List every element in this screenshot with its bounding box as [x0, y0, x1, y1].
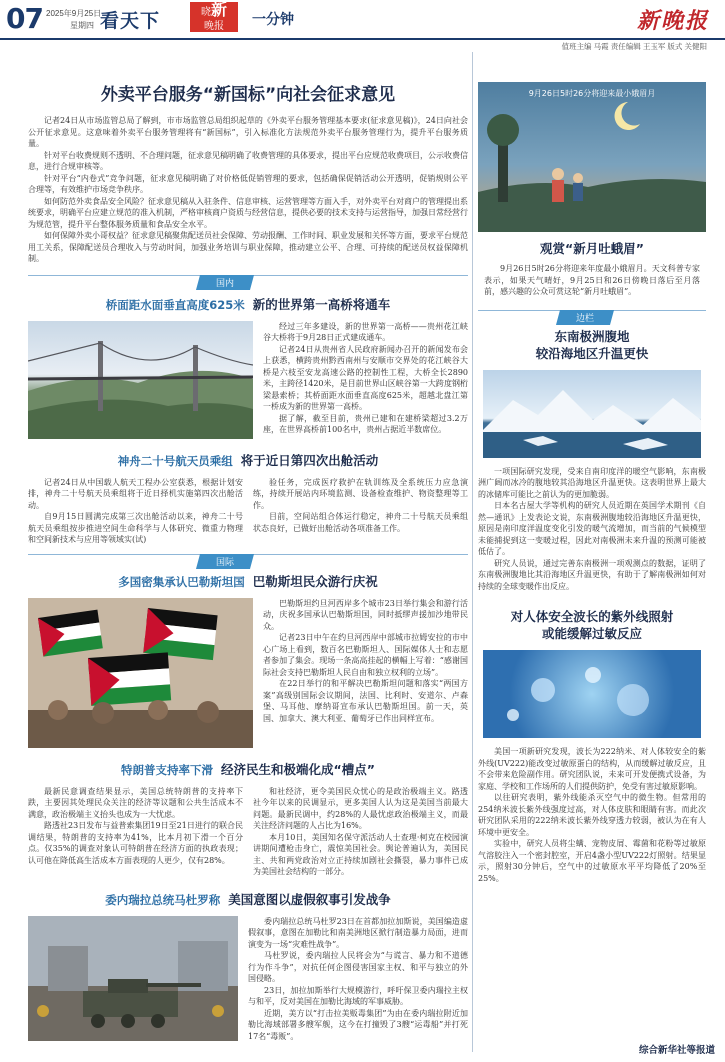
- palestine-article-body: 巴勒斯坦约旦河西岸多个城市23日举行集会和游行活动，庆祝多国承认巴勒斯坦国，同时抵缪声援加沙地带民众。 记者23日中午在约旦河西岸中部城市拉姆安拉的市中心广场上看到，数百名巴勒斯坦人、国际媒体人士和志愿者参加了集会。现场一条高高挂起的横幅上写着：“感谢国际社会支持巴勒斯坦人民自由和独立权利的立场”。 在22日举行的和平解决巴勒斯坦问题和落实“两国方案”高级别国际会议期间，法国、比利时、安道尔、卢森堡、马耳他、摩纳哥宣布承认巴勒斯坦国。前一天，英国、加拿大、澳大利亚、葡萄牙已作出同样宣布。: [263, 598, 468, 723]
- venezuela-article-body: 委内瑞拉总统马杜罗23日在首都加拉加斯说，美国编造虚假叙事，意图在加勒比和南美洲地区掀行制造暴力局面，进而演变为一场“灾难性战争”。 马杜罗说，委内瑞拉人民将会为“与谎言、暴力和不道德行为作斗争”，对抗任何企图侵害国家主权、和平与独立的外国侵略。 23日，加拉加斯举行大规模游行，呼吁保卫委内瑞拉主权与和平，反对美国在加勒比海域的军事威胁。 近期，美方以“打击拉美贩毒集团”为由在委内瑞拉附近加勒比海域部署多艘军舰，这今在打撞毁了3艘“运毒船”并打死17名“毒贩”。: [248, 916, 468, 1041]
- antarctic-headline: 东南极洲腹地 较沿海地区升温更快: [535, 328, 649, 361]
- uv-headline: 对人体安全波长的紫外线照射 或能缓解过敏反应: [510, 609, 674, 641]
- shenzhou-headline: 神舟二十号航天员乘组 将于近日第四次出舱活动: [117, 452, 379, 468]
- moon-article-body: 9月26日5时26分将迎来年度最小娥眉月。天文科普专家表示，如果天气晴好，9月25日和26日傍晚日落后至月落前，感兴趣的公众可赏这轮“新月吐蛾眉”。: [484, 264, 700, 296]
- section-tag-domestic: 国内: [196, 275, 254, 290]
- source-credit: 综合新华社等报道: [638, 1045, 715, 1056]
- seal-logo: 晓新 晚报: [190, 2, 238, 32]
- side-column: [478, 52, 706, 884]
- trump-body-right: 和社经济，更令美国民众忧心的是政治极端主义。路透社今年以来的民调显示，更多美国人认为这是美国当前最大问题。最新民调中，约28%的人最忧虑政治极端主义，而最关注经济问题的人占比为16%。 本月10日，美国知名保守派活动人士查理·柯克在校园演讲期间遭枪击身亡，震惊美国社会。舆论普遍认为，美国民主、共和两党政治对立正持续加剧社会撕裂，暴力事件已成为美国社会结构的一部分。: [253, 786, 468, 876]
- section-tag-international: 国际: [196, 554, 254, 569]
- editor-credits: 值班主编 马霞 责任编辑 王玉军 版式 关健阳: [561, 42, 707, 51]
- bridge-photo: [28, 321, 253, 439]
- masthead: [0, 0, 725, 38]
- main-column: [28, 52, 468, 1042]
- column-divider: [472, 52, 473, 1052]
- shenzhou-body-left: 记者24日从中国载人航天工程办公室获悉，根据计划安排，神舟二十号航天员乘组将于近日择机实施第四次出舱活动。 自9月15日圆满完成第三次出舱活动以来，神舟二十号航天员乘组按步推进空间生命科学与人体研究、微重力物理和空间新技术与应用等领域实(试): [28, 477, 243, 544]
- moon-headline: 观赏“新月吐蛾眉”: [540, 241, 644, 256]
- newspaper-logo: 新晚报: [636, 8, 709, 34]
- lead-article-body: 记者24日从市场监管总局了解到，市市场监管总局组织起草的《外卖平台服务管理基本要求(征求意见稿)》，24日向社会公开征求意见。这意味着外卖平台服务管理将有“新国标”，引入标准化方法规范外卖平台服务管理行为，提升平台服务质量。 针对平台收费规则不透明、不合理问题，征求意见稿明确了收费管理的具体要求，提出平台应规范收费项目，公示收费信息，进行合规审核等。 针对平台“内卷式”竞争问题，征求意见稿明确了对价格低促销管理的要求，包括确保促销活动公开透明，促销规则公平合理等，有效维护市场竞争秩序。 如何防范外卖食品安全风险？征求意见稿从入驻条件、信息审核、运营管理等方面入手，对外卖平台对商户的管理提出系统要求，明确平台应建立规范的准入机制，严格审核商户资质与经营信息，提供必要的技术支持与运营指导，加强日常经营行为规范管，提升平台整体服务质量和食品安全水平。 如何保障外卖小哥权益？征求意见稿聚焦配送员社会保障、劳动报酬、工作时间、职业发展和关怀等方面，要求平台规范用工关系，保障配送员合理收入与劳动时间，加强业务培训与职业保障，推动建立公平、合理、可持续的配送员权益保障机制。: [28, 116, 468, 263]
- trump-body-left: 最新民意调查结果显示，美国总统特朗普的支持率下跌，主要因其处理民众关注的经济等议题和公共生活成本不满意，政治极端主义抬头也成为一大忧虑。 路透社23日发布与益普索集团19日至21日进行的联合民调结果，特朗普的支持率为41%，比本月初下滑一个百分点。仅35%的调查对象认可特朗普在经济方面的执政表现；认可他在降低高生活成本方面表现的人更少，仅有28%。: [28, 786, 243, 865]
- bridge-headline: 桥面距水面垂直高度625米 新的世界第一高桥将通车: [105, 296, 391, 312]
- page-number: 07: [6, 2, 43, 35]
- section-title: 看天下: [100, 10, 161, 32]
- bridge-article-body: 经过三年多建设，新的世界第一高桥——贵州花江峡谷大桥将于9月28日正式建成通车。 记者24日从贵州省人民政府新闻办召开的新闻发布会上获悉，横跨贵州黔西南州与安顺市交界处的花江峡谷大桥是六枝至安龙高速公路的控制性工程，大桥全长2890米，主跨径1420米，是目前世界山区峡谷第一大跨度钢桁梁悬索桥；其桥面距水面垂直高度625米，超越北盘江第一桥成为新的世界第一高桥。 据了解，截至目前，贵州已建和在建桥梁超过3.2万座，在世界高桥前100名中，贵州占据近半数席位。: [263, 321, 468, 434]
- antarctic-article-body: 一项国际研究发现，受来自南印度洋的暖空气影响，东南极洲广阔而冰冷的腹地较其沿海地区升温更快。这表明世界上最大的冰储库可能比之前认为的更加脆弱。 日本名古屋大学等机构的研究人员近期在英国学术期刊《自然—通讯》上发表论文说，东南极洲腹地较沿海地区升温更快，原因是南印度洋温度变化引发的暖气流增加，而当前的气候模型未能捕捉到这一变暖过程，因此对南极洲未来升温的预测可能被低估了。 研究人员说，通过完善东南极洲一项观测点的数据，证明了东南极洲腹地比其沿海地区升温更快，有助于了解南极洲如何对持续的全球变暖作出反应。: [478, 466, 706, 591]
- uv-article-body: 美国一项新研究发现，波长为222纳米、对人体较安全的紫外线(UV222)能改变过敏原蛋白的结构，从而缓解过敏反应，且不会带来危险副作用。研究团队说，未来可开发便携式设备，为家庭、学校和工作场所的人们提供防护，免受有害过敏原影响。 以往研究表明，紫外线能杀灭空气中的微生物。但常用的254纳米波长紫外线强度过高，对人体皮肤和眼睛有害。而此次研究团队采用的222纳米波长紫外线穿透力较弱，被认为在有人环境中更安全。 实验中，研究人员将尘螨、宠物皮屑、霉菌和花粉等过敏原气溶胶注入一个密封腔室，开启4盏小型UV222灯照射。结果显示，照射30分钟后，空气中的过敏原水平平均降低了20%至25%。: [478, 747, 706, 883]
- lead-headline: 外卖平台服务“新国标”向社会征求意见: [100, 85, 396, 105]
- venezuela-headline: 委内瑞拉总统马杜罗称 美国意图以虚假叙事引发战争: [105, 891, 391, 907]
- trump-headline: 特朗普支持率下滑 经济民生和极端化成“槽点”: [121, 761, 375, 777]
- uv-illustration: [483, 650, 701, 738]
- palestine-headline: 多国密集承认巴勒斯坦国 巴勒斯坦民众游行庆祝: [118, 573, 378, 589]
- antarctic-photo: [483, 370, 701, 458]
- publication-weekday: 星期四: [70, 21, 94, 30]
- publication-date: 2025年9月25日: [46, 9, 102, 18]
- shenzhou-body-right: 验任务，完成医疗救护在轨训练及全系统压力应急演练，持续开展站内环境监测、设备检查维护、物资整理等工作。 目前，空间站组合体运行稳定，神舟二十号航天员乘组状态良好，已做好出舱活动各项准备工作。: [253, 477, 468, 533]
- moon-banner: 9月26日5时26分将迎来最小娥眉月: [528, 89, 656, 98]
- venezuela-photo: [28, 916, 238, 1041]
- header-rule: [0, 38, 725, 40]
- palestine-photo: [28, 598, 253, 748]
- column-name: 一分钟: [252, 12, 294, 28]
- moon-illustration: [478, 82, 706, 232]
- section-tag-sidebar: 边栏: [556, 310, 614, 325]
